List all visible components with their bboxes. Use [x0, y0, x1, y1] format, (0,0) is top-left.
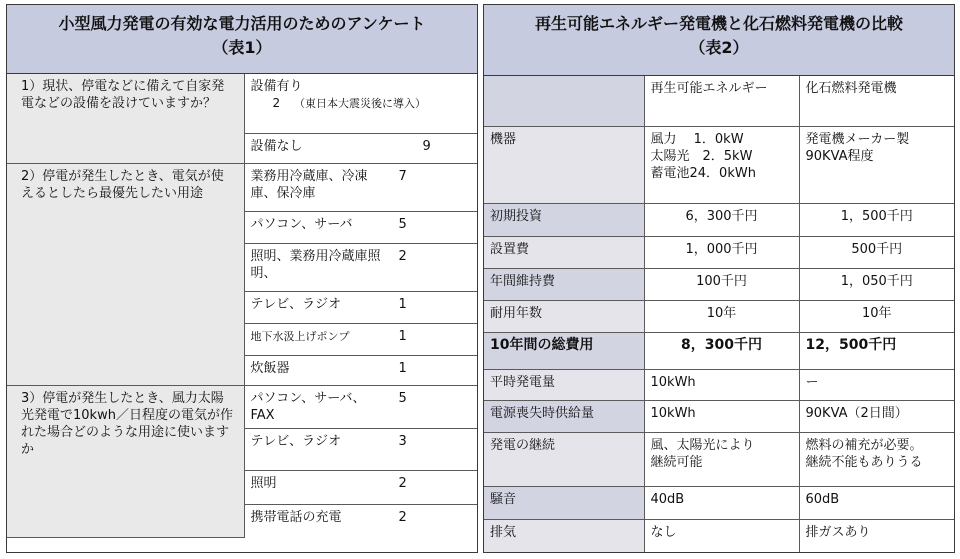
- value-line: 継続可能: [650, 454, 703, 470]
- fossil-value: 10年: [799, 300, 954, 332]
- survey-grid: [7, 74, 477, 538]
- value-line: 発電機メーカー製: [805, 131, 910, 147]
- survey-table-number: （表1）: [212, 38, 272, 57]
- question-2: 2）停電が発生したとき、電気が使えるとしたら最優先したい用途: [7, 163, 244, 385]
- comparison-table: [483, 4, 955, 553]
- fossil-value: ー: [799, 369, 954, 400]
- answer-count: 2: [398, 475, 407, 491]
- value-line: 継続不能もありうる: [805, 454, 923, 470]
- answer-label: パソコン、サーバ、FAX: [250, 390, 366, 423]
- fossil-value: 90KVA（2日間）: [799, 400, 954, 432]
- answer-count: 7: [398, 168, 407, 184]
- answer-count: 2: [272, 96, 281, 110]
- answer-count: 1: [398, 328, 407, 344]
- answer-label: 照明、業務用冷蔵庫照明、: [250, 248, 381, 281]
- survey-table: [6, 4, 478, 553]
- answer-count: 1: [398, 360, 407, 376]
- answer-cell: [244, 133, 477, 163]
- fossil-value: 60dB: [799, 486, 954, 519]
- answer-label: 設備有り: [250, 79, 303, 94]
- fossil-value: [799, 432, 954, 486]
- answer-label: パソコン、サーバ: [250, 216, 353, 232]
- value-line: 太陽光 2．5kW: [650, 148, 753, 164]
- value-line: 風、太陽光により: [650, 437, 755, 453]
- answer-label: 炊飯器: [250, 360, 290, 376]
- row-label: 初期投資: [484, 203, 644, 236]
- row-label: 耐用年数: [484, 300, 644, 332]
- answer-count: 1: [398, 296, 407, 312]
- answer-label: 設備なし: [250, 138, 303, 154]
- answer-label: 業務用冷蔵庫、冷凍庫、保冷庫: [250, 168, 368, 201]
- fossil-value: 12，500千円: [799, 332, 954, 369]
- answer-count: 2: [398, 248, 407, 264]
- renewable-value: [644, 432, 799, 486]
- answer-cell: [244, 323, 477, 355]
- fossil-value: 1，050千円: [799, 268, 954, 300]
- answer-count: 2: [398, 509, 407, 525]
- row-label: 機器: [484, 126, 644, 203]
- answer-note: （東日本大震災後に導入）: [293, 97, 426, 110]
- fossil-value: 1，500千円: [799, 203, 954, 236]
- question-3: 3）停電が発生したとき、風力太陽光発電で10kwh／日程度の電気が作れた場合どのような用途に使いますか: [7, 385, 244, 537]
- row-label: 排気: [484, 519, 644, 552]
- answer-cell: [244, 211, 477, 243]
- answer-count: 5: [398, 216, 407, 232]
- answer-cell: [244, 504, 477, 537]
- answer-cell: [244, 428, 477, 470]
- row-label: 年間維持費: [484, 268, 644, 300]
- answer-cell: [244, 470, 477, 504]
- renewable-value: 40dB: [644, 486, 799, 519]
- question-1: 1）現状、停電などに備えて自家発電などの設備を設けていますか？: [7, 74, 244, 163]
- answer-cell: [244, 355, 477, 385]
- answer-cell: [244, 291, 477, 323]
- row-label: 設置費: [484, 236, 644, 268]
- column-header-renewable: 再生可能エネルギー: [644, 76, 799, 126]
- renewable-value: 10年: [644, 300, 799, 332]
- answer-label: 照明: [250, 475, 277, 491]
- comparison-table-header: [484, 5, 954, 76]
- answer-label: テレビ、ラジオ: [250, 433, 342, 449]
- comparison-table-number: （表2）: [689, 38, 749, 57]
- row-label: 騒音: [484, 486, 644, 519]
- value-line: 風力 1．0kW: [650, 131, 744, 147]
- answer-cell: [244, 243, 477, 291]
- renewable-value: 6，300千円: [644, 203, 799, 236]
- renewable-value: 8，300千円: [644, 332, 799, 369]
- answer-count: 9: [422, 138, 431, 154]
- row-label: 電源喪失時供給量: [484, 400, 644, 432]
- comparison-table-title: 再生可能エネルギー発電機と化石燃料発電機の比較: [534, 14, 903, 33]
- renewable-value: [644, 126, 799, 203]
- column-header-fossil: 化石燃料発電機: [799, 76, 954, 126]
- value-line: 蓄電池24．0kWh: [650, 165, 756, 181]
- fossil-value: 排ガスあり: [799, 519, 954, 552]
- renewable-value: 10kWh: [644, 369, 799, 400]
- survey-table-header: [7, 5, 477, 74]
- row-label: 10年間の総費用: [484, 332, 644, 369]
- renewable-value: なし: [644, 519, 799, 552]
- renewable-value: 100千円: [644, 268, 799, 300]
- row-label: 平時発電量: [484, 369, 644, 400]
- answer-cell: [244, 385, 477, 428]
- answer-label: 携帯電話の充電: [250, 509, 342, 525]
- renewable-value: 10kWh: [644, 400, 799, 432]
- answer-count: 3: [398, 433, 407, 449]
- comparison-grid: [484, 76, 954, 552]
- fossil-value: [799, 126, 954, 203]
- answer-cell: [244, 74, 477, 133]
- value-line: 90KVA程度: [805, 148, 874, 164]
- survey-table-title: 小型風力発電の有効な電力活用のためのアンケート: [58, 14, 426, 33]
- answer-label: テレビ、ラジオ: [250, 296, 342, 312]
- answer-label: 地下水汲上げポンプ: [250, 329, 350, 343]
- fossil-value: 500千円: [799, 236, 954, 268]
- column-header-blank: [484, 76, 644, 126]
- answer-count: 5: [398, 390, 407, 406]
- renewable-value: 1，000千円: [644, 236, 799, 268]
- row-label: 発電の継続: [484, 432, 644, 486]
- answer-cell: [244, 163, 477, 211]
- value-line: 燃料の補充が必要。: [805, 437, 923, 453]
